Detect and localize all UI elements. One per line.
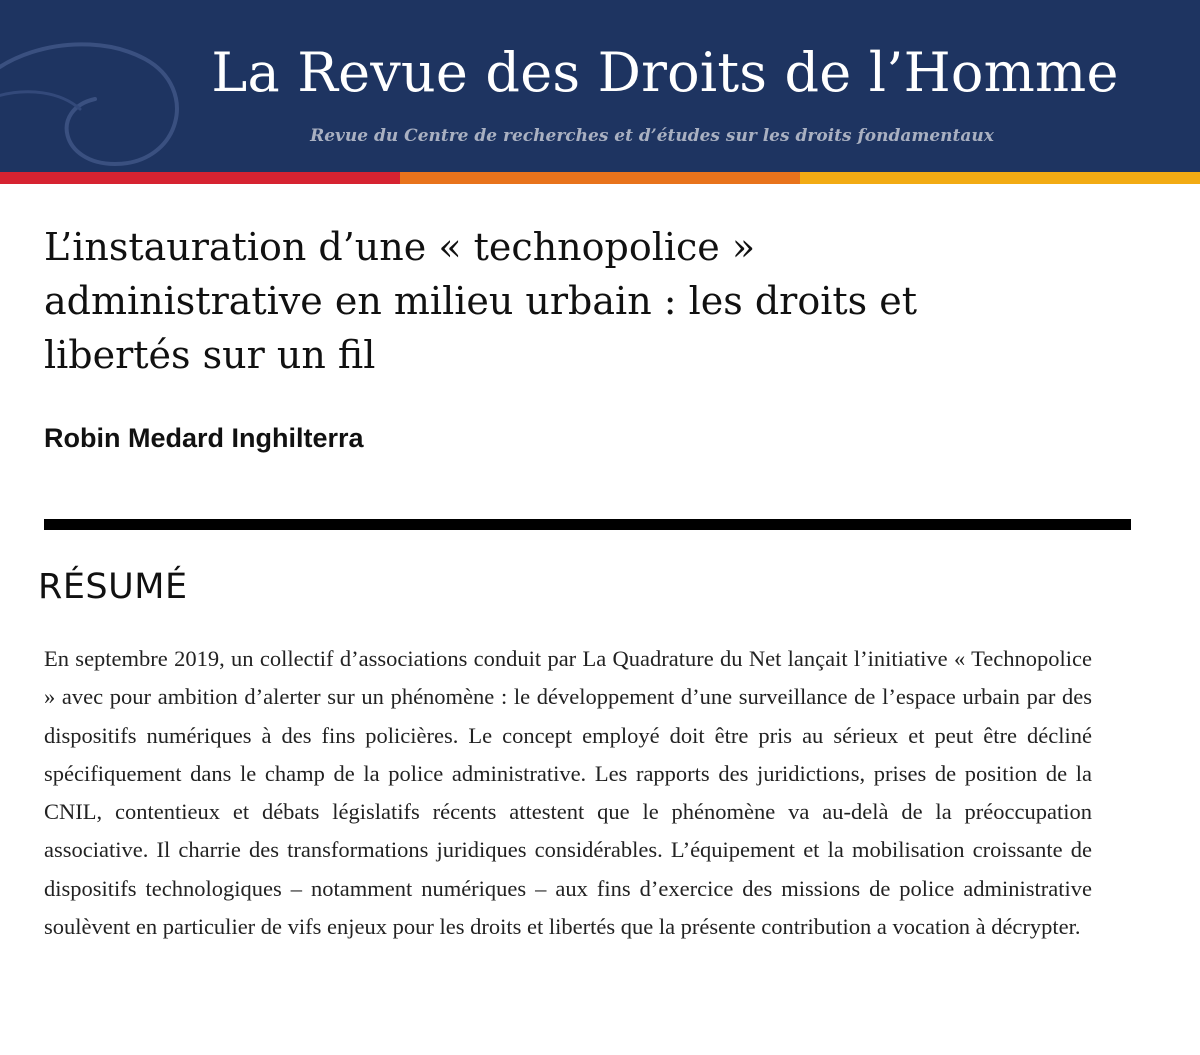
tricolor-bar	[0, 172, 1200, 184]
article-title: L’instauration d’une « technopolice » administrative en milieu urbain : les droits et libertés sur un fil	[44, 225, 917, 377]
abstract-heading: RÉSUMÉ	[38, 567, 188, 607]
journal-title: La Revue des Droits de l’Homme	[211, 41, 1119, 104]
journal-subtitle: Revue du Centre de recherches et d’études sur les droits fondamentaux	[310, 126, 994, 146]
bar-segment-orange	[400, 172, 800, 184]
section-divider	[44, 519, 1131, 530]
journal-banner	[0, 0, 1200, 172]
abstract-text: En septembre 2019, un collectif d’associations conduit par La Quadrature du Net lançait l’initiative « Technopolice » avec pour ambition d’alerter sur un phénomène : le développement d’une surveillance de l’espace urbain par des dispositifs numériques à des fins policières. Le concept employé doit être pris au sérieux et peut être décliné spécifiquement dans le champ de la police administrative. Les rapports des juridictions, prises de position de la CNIL, contentieux et débats législatifs récents attestent que le phénomène va au-delà de la préoccupation associative. Il charrie des transformations juridiques considérables. L’équipement et la mobilisation croissante de dispositifs technologiques – notamment numériques – aux fins d’exercice des missions de police administrative soulèvent en particulier de vifs enjeux pour les droits et libertés que la présente contribution a vocation à décrypter.	[44, 646, 1092, 940]
author-name[interactable]: Robin Medard Inghilterra	[44, 423, 364, 453]
bar-segment-red	[0, 172, 400, 184]
bar-segment-yellow	[800, 172, 1200, 184]
